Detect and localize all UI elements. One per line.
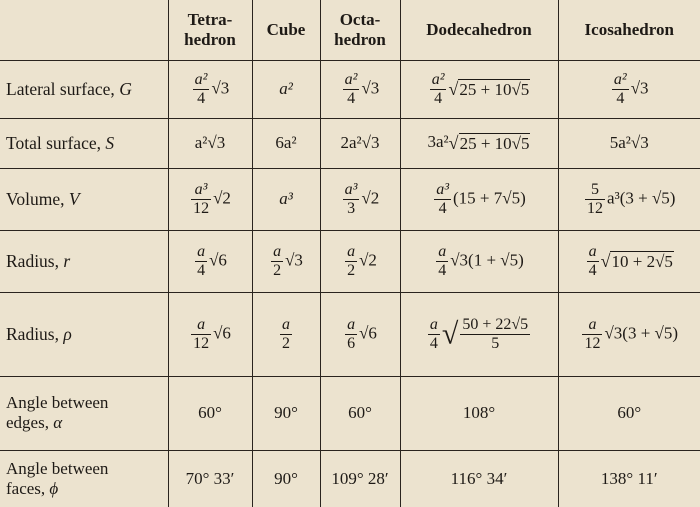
cell-formula: $\frac{a}{12}$ √3(3 + √5) [558,292,700,376]
cell-value: 109° 28′ [320,450,400,507]
cell-formula: $\frac{\text{a³}}{3}$ √2 [320,168,400,230]
cell-formula: a³ [252,168,320,230]
cell-formula: 5a²√3 [558,118,700,168]
cell-value: 60° [168,376,252,450]
cell-value: 90° [252,450,320,507]
cell-value: 138° 11′ [558,450,700,507]
cell-formula: $\frac{\text{a³}}{12}$ √2 [168,168,252,230]
cell-formula: $\frac{a}{2}$ √3 [252,230,320,292]
cell-value: 60° [320,376,400,450]
row-volume [0,168,700,230]
row-label: Total surface, S [0,118,168,168]
col-octahedron: Octa- hedron [320,0,400,60]
cell-value: 70° 33′ [168,450,252,507]
corner-cell [0,0,168,60]
header-row [0,0,700,60]
cell-formula: $\frac{\text{a²}}{4}$ √25 + 10√5 [400,60,558,118]
cell-formula: 3a²√25 + 10√5 [400,118,558,168]
cell-value: 108° [400,376,558,450]
row-label: Radius, ρ [0,292,168,376]
cell-formula: $\frac{a}{12}$ √6 [168,292,252,376]
cell-formula: $\frac{a}{2}$ [252,292,320,376]
row-label: Radius, r [0,230,168,292]
cell-value: 60° [558,376,700,450]
cell-formula: $\frac{\text{a²}}{4}$ √3 [168,60,252,118]
cell-formula: $\frac{a}{2}$ √2 [320,230,400,292]
cell-formula: a²√3 [168,118,252,168]
cell-formula: $\frac{\text{a²}}{4}$ √3 [320,60,400,118]
row-angle-edges [0,376,700,450]
row-label: Lateral surface, G [0,60,168,118]
cell-formula: $\frac{\text{a³}}{4}$ (15 + 7√5) [400,168,558,230]
row-radius-rho [0,292,700,376]
row-label: Angle between faces, ϕ [0,450,168,507]
cell-formula: $\frac{a}{6}$ √6 [320,292,400,376]
col-dodecahedron: Dodecahedron [400,0,558,60]
row-total-surface [0,118,700,168]
cell-formula: $\frac{a}{4}$ √ $\frac{50 + 22√5}{5}$ [400,292,558,376]
cell-value: 90° [252,376,320,450]
col-tetrahedron: Tetra- hedron [168,0,252,60]
cell-formula: $\frac{5}{12}$ a³(3 + √5) [558,168,700,230]
row-label: Volume, V [0,168,168,230]
cell-formula: 2a²√3 [320,118,400,168]
row-radius-r [0,230,700,292]
row-angle-faces [0,450,700,507]
row-label: Angle between edges, α [0,376,168,450]
cell-value: 116° 34′ [400,450,558,507]
row-lateral-surface [0,60,700,118]
cell-formula: $\frac{a}{4}$ √10 + 2√5 [558,230,700,292]
col-cube: Cube [252,0,320,60]
cell-formula: a² [252,60,320,118]
cell-formula: $\frac{\text{a²}}{4}$ √3 [558,60,700,118]
cell-formula: $\frac{a}{4}$ √3(1 + √5) [400,230,558,292]
cell-formula: 6a² [252,118,320,168]
col-icosahedron: Icosahedron [558,0,700,60]
cell-formula: $\frac{a}{4}$ √6 [168,230,252,292]
